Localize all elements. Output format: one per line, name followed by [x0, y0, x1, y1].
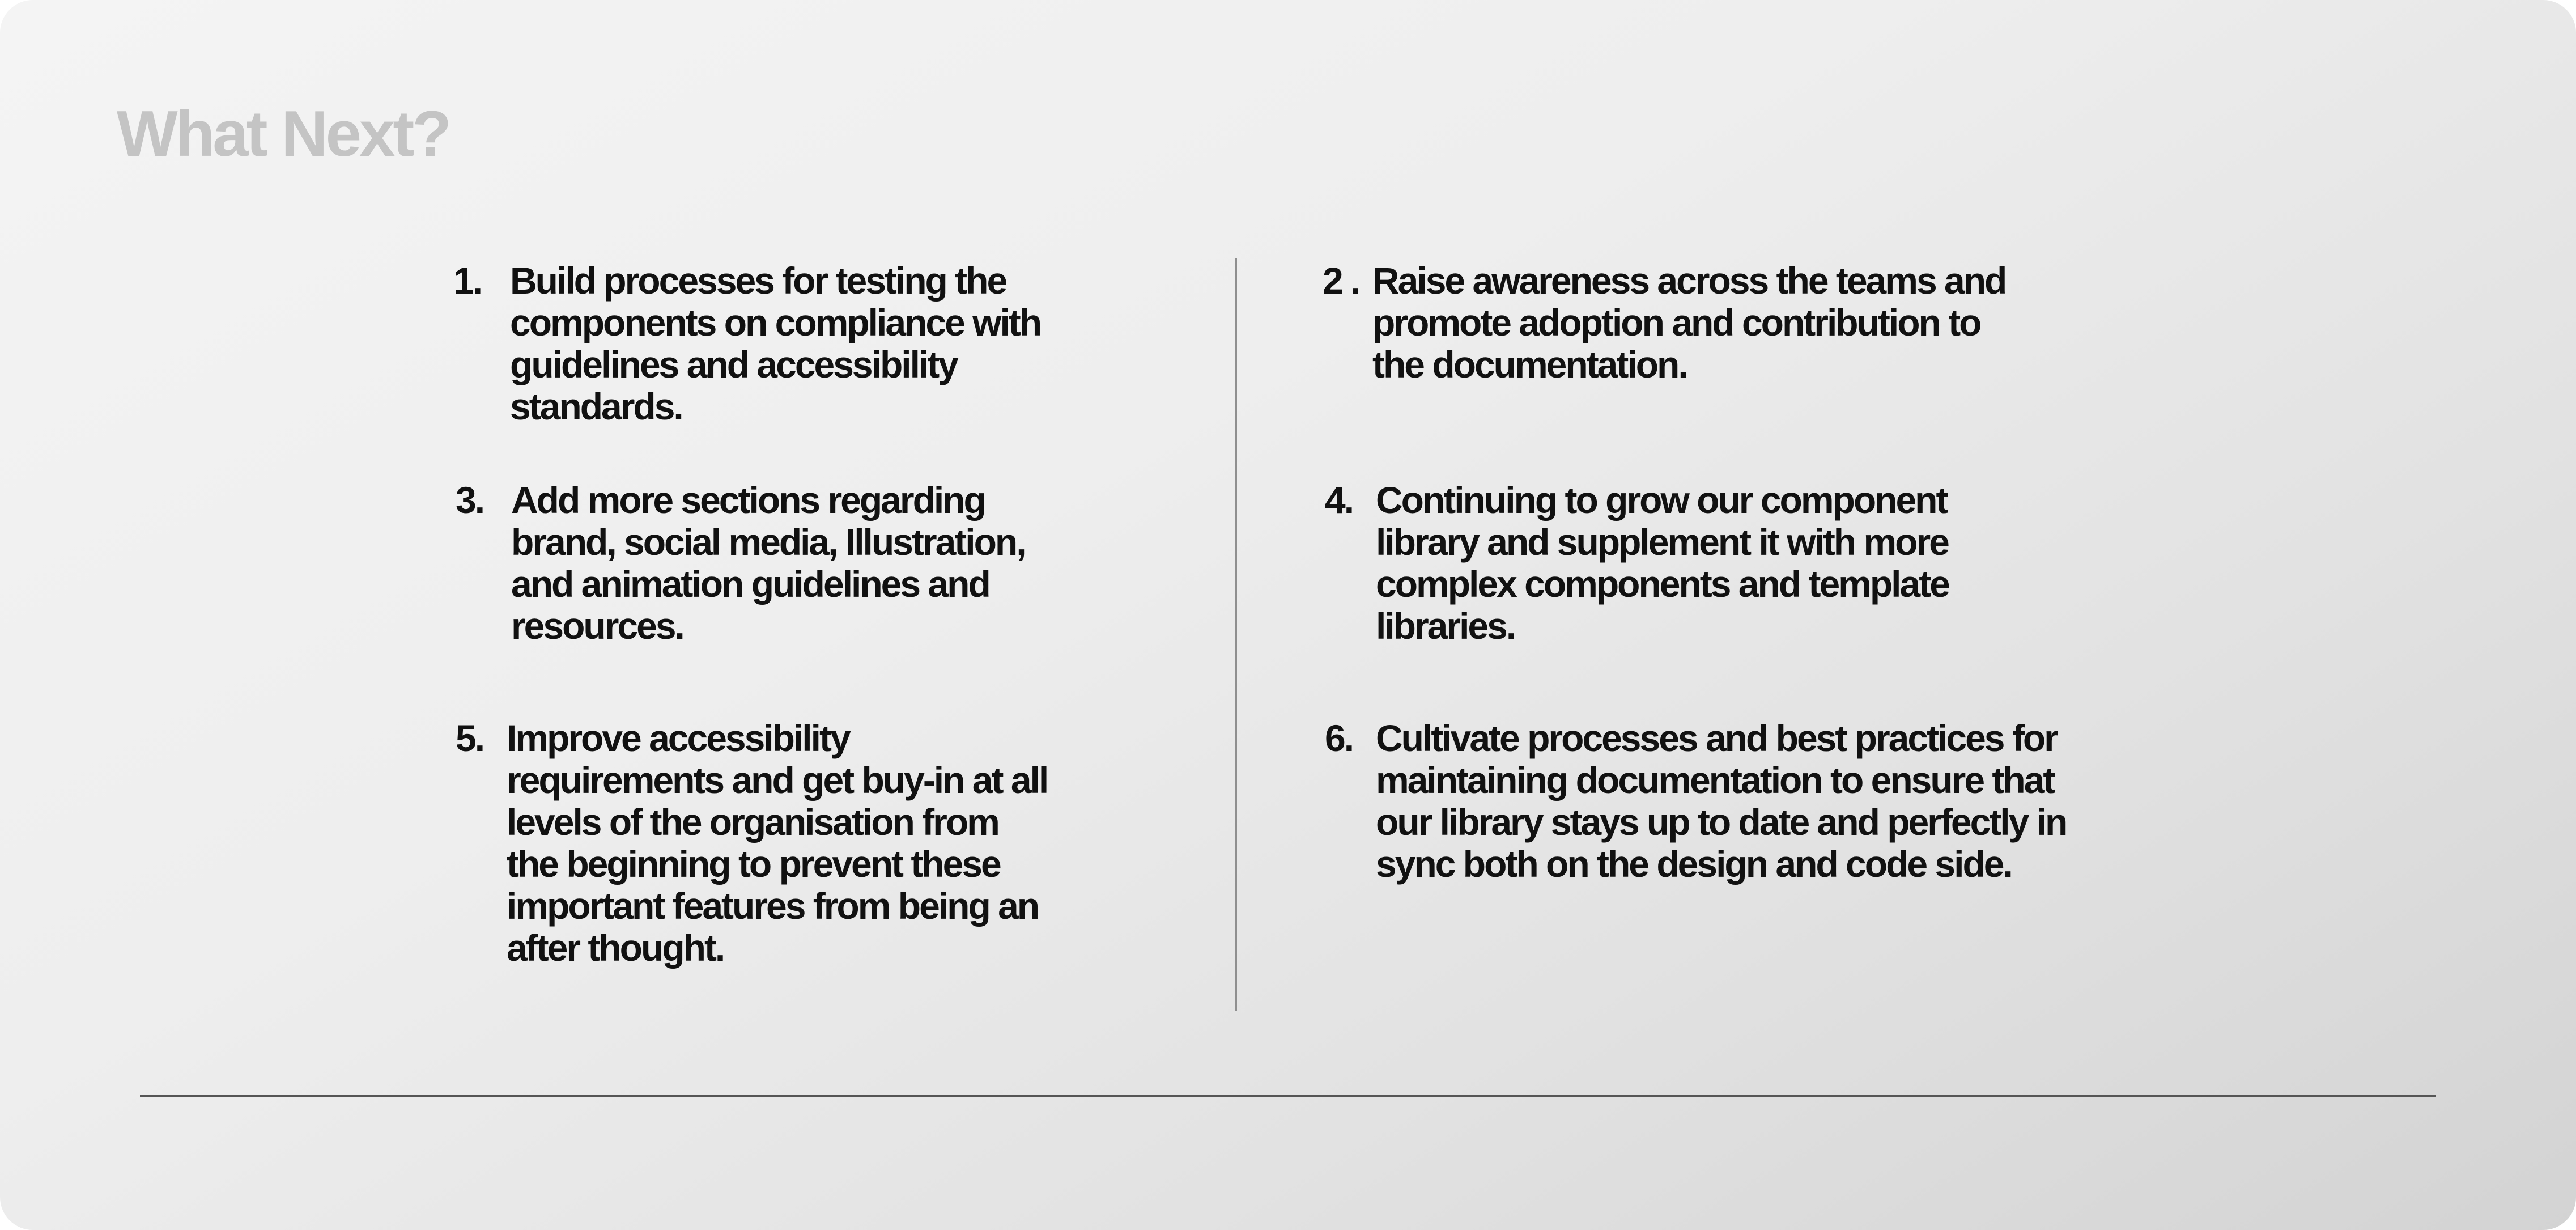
item-number: 4.	[1325, 479, 1353, 521]
item-text-line: Continuing to grow our component	[1376, 479, 1947, 521]
item-text-line: components on compliance with	[510, 302, 1041, 343]
item-number: 3.	[456, 479, 484, 521]
item-text-line: the documentation.	[1372, 343, 1687, 385]
item-text-line: after thought.	[507, 927, 724, 969]
item-text-line: resources.	[511, 605, 683, 647]
item-text	[507, 717, 1187, 969]
item-text-line: complex components and template	[1376, 563, 1949, 605]
item-number: 1.	[453, 260, 482, 302]
item-text-line: sync both on the design and code side.	[1376, 843, 2012, 885]
item-text-line: Improve accessibility	[507, 717, 849, 759]
item-number: 6.	[1325, 717, 1353, 759]
item-text-line: library and supplement it with more	[1376, 521, 1948, 563]
item-text-line: libraries.	[1376, 605, 1515, 647]
item-text-line: Cultivate processes and best practices for	[1376, 717, 2057, 759]
item-text-line: guidelines and accessibility	[510, 343, 957, 385]
item-text	[510, 260, 1190, 427]
item-text	[1376, 717, 2169, 885]
item-text-line: levels of the organisation from	[507, 801, 998, 843]
item-text-line: standards.	[510, 385, 682, 427]
footer-divider	[140, 1095, 2436, 1097]
item-text-line: promote adoption and contribution to	[1372, 302, 1980, 343]
item-text-line: our library stays up to date and perfectly in	[1376, 801, 2067, 843]
item-text-line: and animation guidelines and	[511, 563, 989, 605]
item-text	[1372, 260, 2109, 385]
column-divider	[1235, 258, 1237, 1011]
item-text-line: important features from being an	[507, 885, 1039, 927]
item-text-line: maintaining documentation to ensure that	[1376, 759, 2054, 801]
item-text-line: Build processes for testing the	[510, 260, 1006, 302]
item-number: 2 .	[1323, 260, 1359, 302]
page-title: What Next?	[117, 98, 449, 170]
item-text-line: Raise awareness across the teams and	[1372, 260, 2006, 302]
item-text	[511, 479, 1134, 647]
item-text-line: the beginning to prevent these	[507, 843, 1000, 885]
item-text-line: Add more sections regarding	[511, 479, 985, 521]
item-text	[1376, 479, 2056, 647]
item-number: 5.	[456, 717, 484, 759]
item-text-line: requirements and get buy-in at all	[507, 759, 1048, 801]
item-text-line: brand, social media, Illustration,	[511, 521, 1025, 563]
